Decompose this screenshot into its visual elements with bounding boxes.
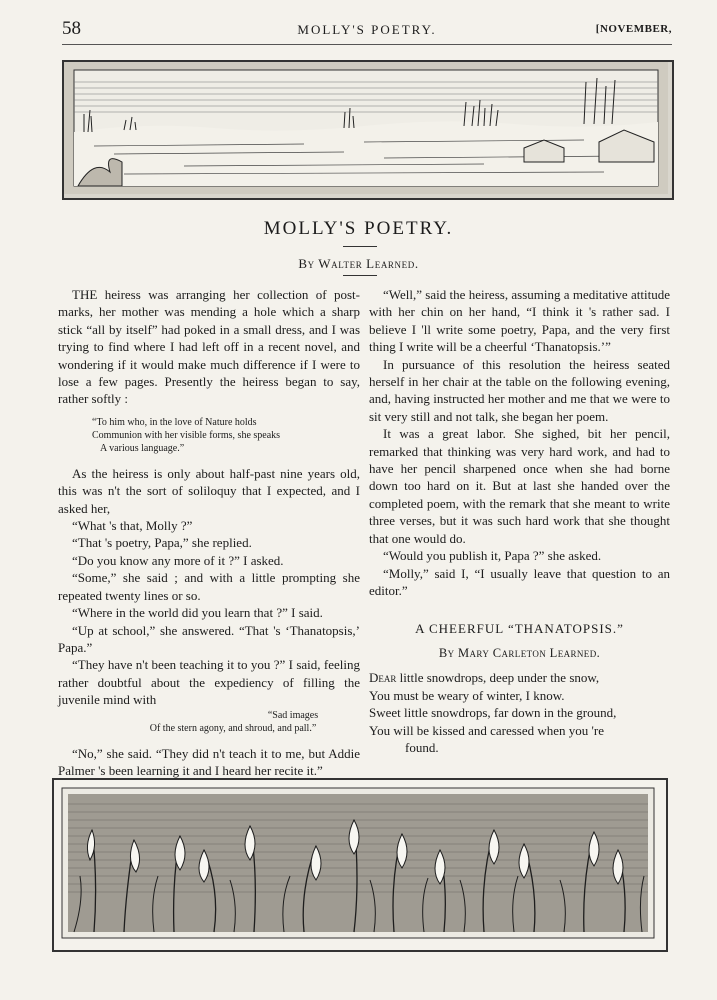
byline-text: By Walter Learned. <box>298 256 419 271</box>
quote-line: A various language.” <box>100 442 185 454</box>
winter-landscape-illustration <box>62 60 674 200</box>
article-title: MOLLY'S POETRY. <box>263 218 454 239</box>
drop-cap-word: THE <box>72 287 98 302</box>
poem-line: Sweet little snowdrops, far down in the ground, <box>369 705 617 721</box>
paragraph: “Where in the world did you learn that ?” I said. <box>72 605 323 621</box>
title-rule <box>343 246 377 247</box>
paragraph: “That 's poetry, Papa,” she replied. <box>72 535 252 551</box>
paragraph: “Well,” said the heiress, assuming a meditative attitude with her chin on her hand, “I think it 's rather sad. I believe I 'll write some poetry, Papa, and the very first thing I write will be a cheerful ‘Thanatopsis.’” <box>369 287 670 355</box>
byline-rule <box>343 275 377 276</box>
quote-line: Communion with her visible forms, she speaks <box>92 429 281 441</box>
paragraph: “Up at school,” she answered. “That 's ‘Thanatopsis,’ Papa.” <box>58 622 360 655</box>
poem-line <box>369 669 670 686</box>
paragraph: As the heiress is only about half-past nine years old, this was n't the sort of soliloquy that I expected, and I asked her, <box>58 465 360 516</box>
block-quote <box>92 416 360 455</box>
paragraph: “Molly,” said I, “I usually leave that question to an editor.” <box>369 565 670 598</box>
running-title: MOLLY'S POETRY. <box>297 22 437 37</box>
poem-byline-text: By Mary Carleton Learned. <box>438 646 601 661</box>
paragraph: It was a great labor. She sighed, bit her pencil, remarked that thinking was very hard work, and had to have her pencil sharpened once when she had borne down too hard on it. But at last she handed over the completed poem, with the remark that she meant to write three verses, but it was such hard work that she thought that one would do. <box>369 426 670 546</box>
drop-cap-word: Dear <box>369 670 397 686</box>
quote-line: “Sad images <box>267 709 319 721</box>
paragraph: “What 's that, Molly ?” <box>72 518 193 534</box>
paragraph-text: heiress was arranging her collection of post-marks, her mother was mending a hole which a sharp stick “all by itself” had poked in a small dress, and I was trying to find where I had left off in a recent novel, and wondering if it would make much difference if I were to lose a few pages. Presently the heiress began to say, rather softly : <box>58 287 360 407</box>
paragraph: In pursuance of this resolution the heiress seated herself in her chair at the table on the following evening, and, having instructed her mother and me that we were to sit very still and not talk, she began her poem. <box>369 356 670 424</box>
page-header <box>62 18 672 45</box>
quote-line: Of the stern agony, and shroud, and pall.” <box>149 722 317 734</box>
paragraph: “They have n't been teaching it to you ?” I said, feeling rather doubtful about the expediency of filling the juvenile mind with <box>58 657 360 708</box>
quote-line: “To him who, in the love of Nature holds <box>92 416 257 428</box>
paragraph: “Some,” she said ; and with a little prompting she repeated twenty lines or so. <box>58 570 360 603</box>
poem-line: You must be weary of winter, I know. <box>369 687 565 703</box>
poem-line: You will be kissed and caressed when you 're <box>369 722 604 738</box>
page-number: 58 <box>62 18 81 39</box>
running-month: [NOVEMBER, <box>595 23 672 35</box>
paragraph: “Would you publish it, Papa ?” she asked. <box>383 548 602 564</box>
right-column <box>369 286 670 756</box>
poem-title: A CHEERFUL “THANATOPSIS.” <box>415 621 624 637</box>
paragraph <box>58 286 360 408</box>
paragraph: “Do you know any more of it ?” I asked. <box>72 552 284 568</box>
article-byline <box>0 256 717 272</box>
block-quote <box>106 709 360 735</box>
poem-byline <box>369 646 670 661</box>
poem-line-text: little snowdrops, deep under the snow, <box>396 670 600 686</box>
poem-line: found. <box>405 739 439 755</box>
snowdrops-illustration <box>52 778 668 952</box>
left-column <box>58 286 360 797</box>
paragraph: “No,” she said. “They did n't teach it to me, but Addie Palmer 's been learning it and I heard her recite it.” <box>58 745 360 778</box>
